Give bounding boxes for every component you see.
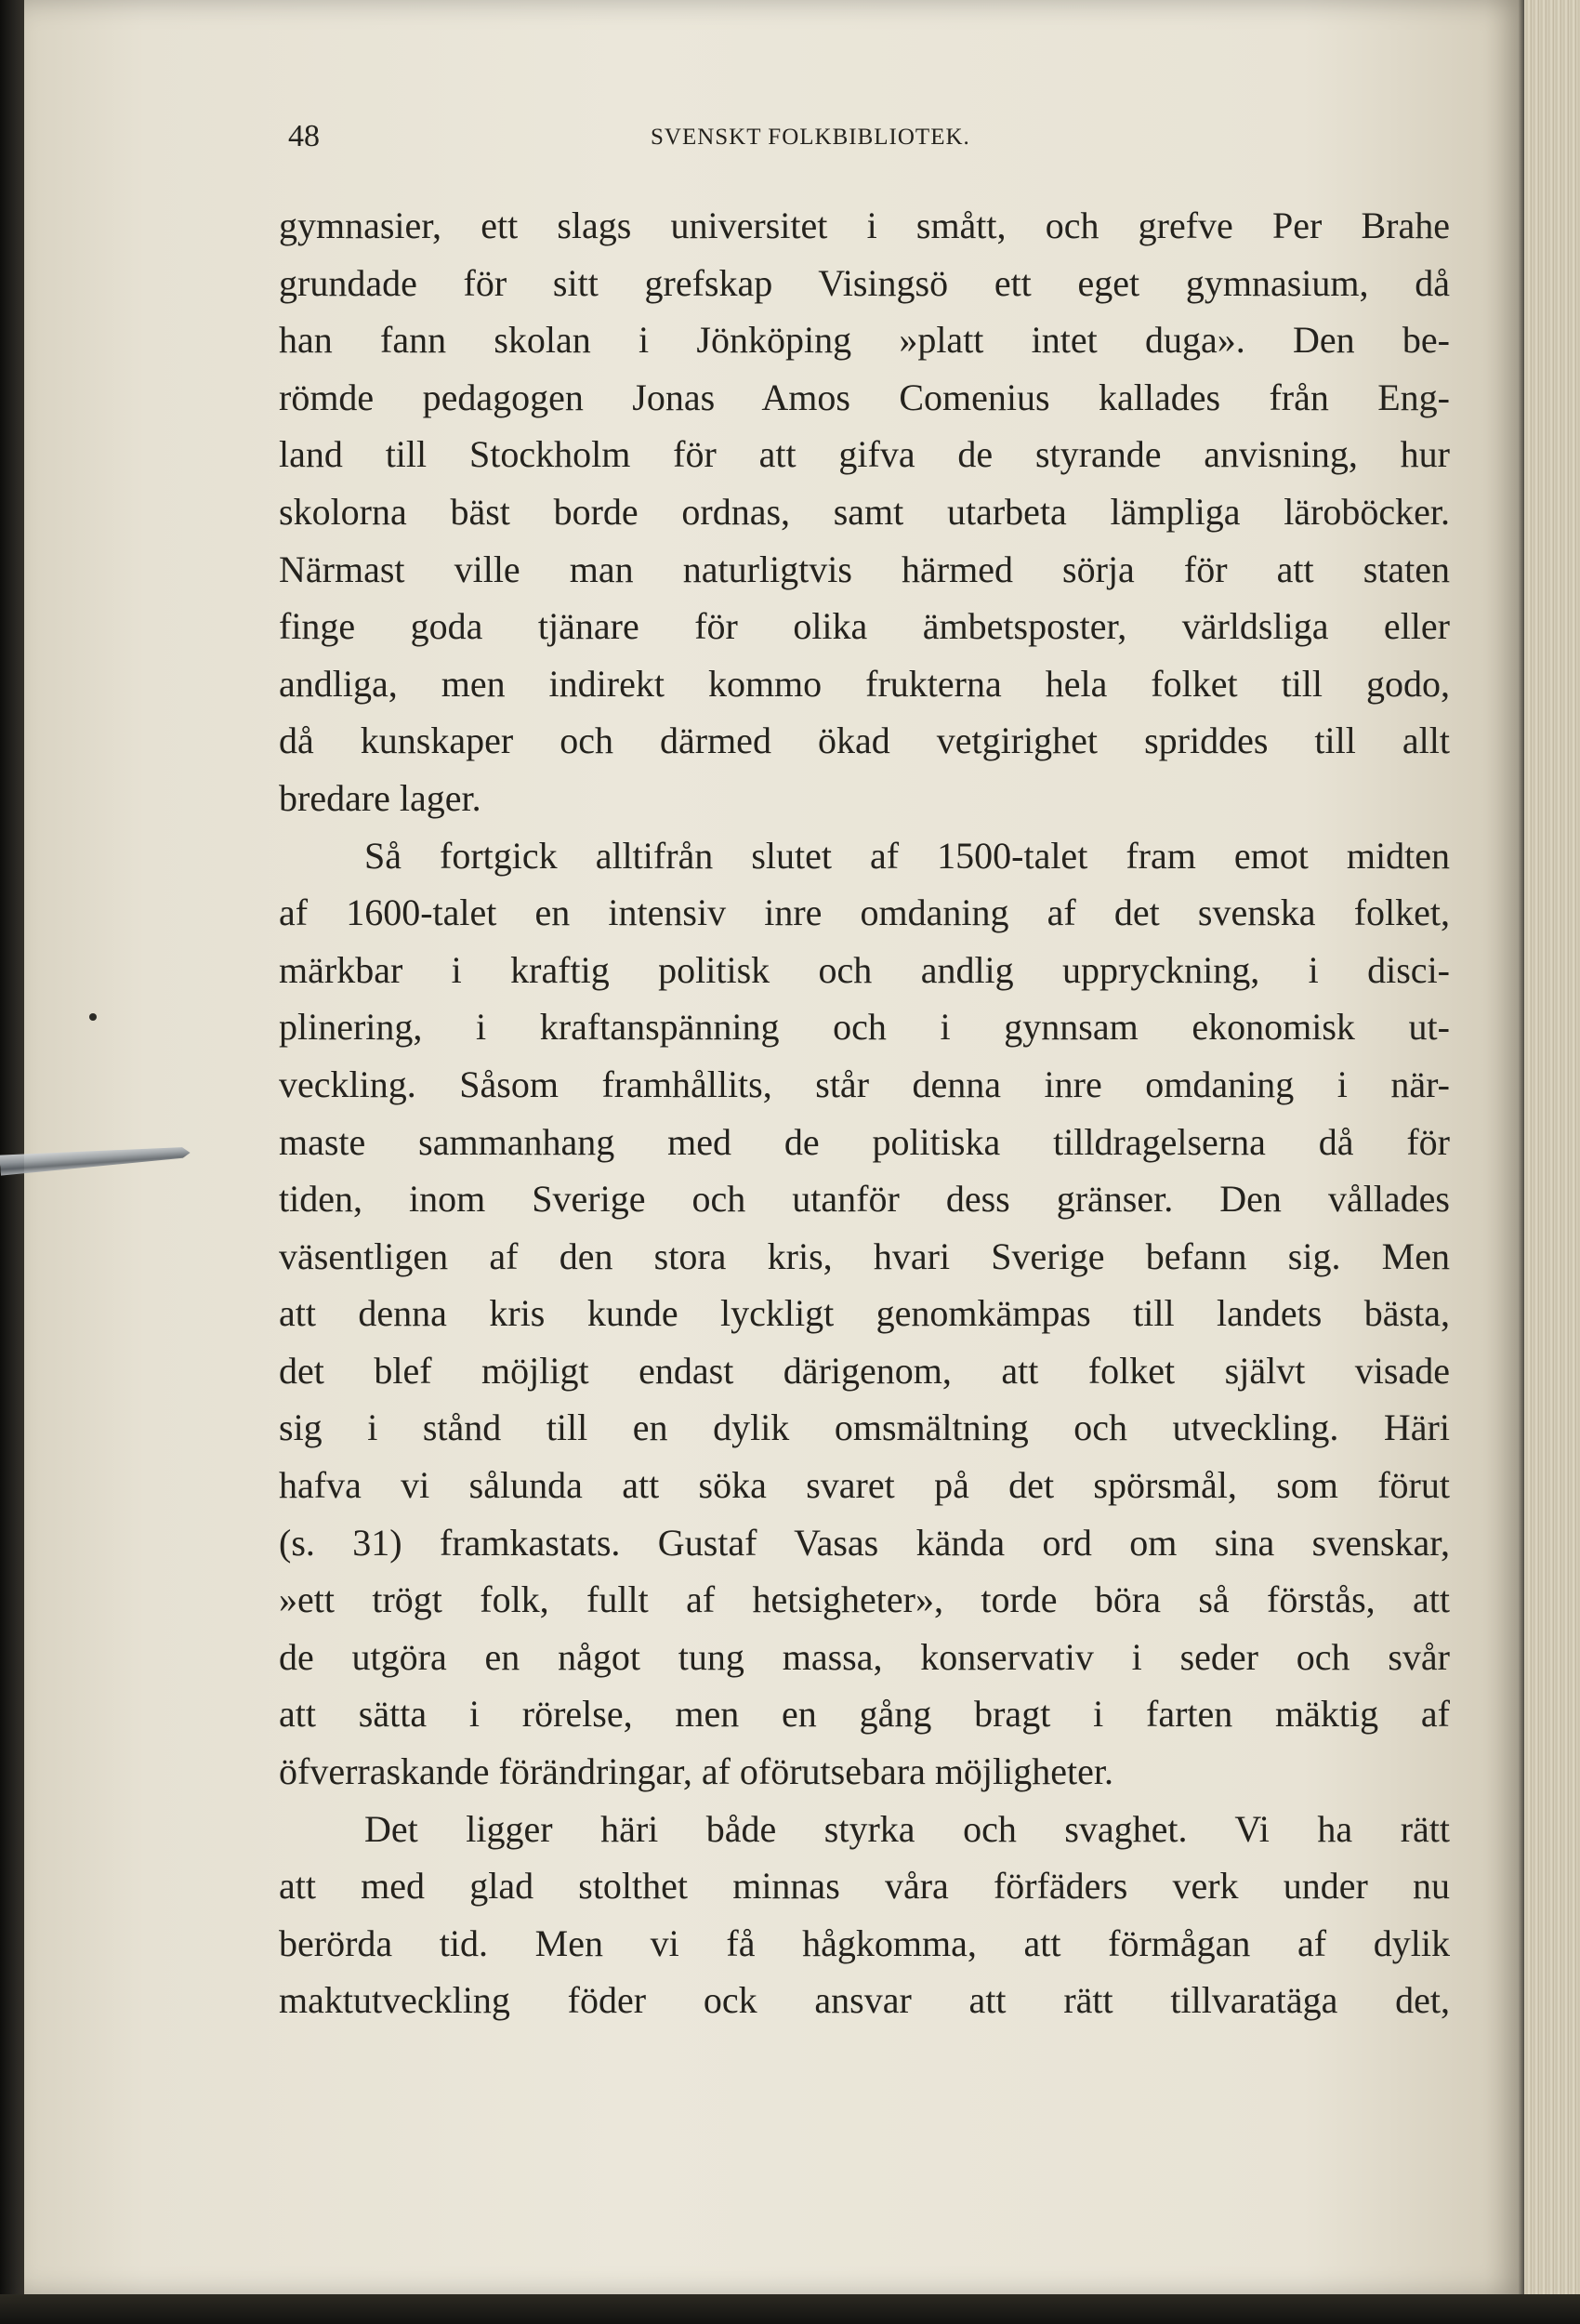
margin-mark xyxy=(89,1013,97,1021)
paragraph-1 xyxy=(279,197,1450,827)
text-line: Närmast ville man naturligtvis härmed sörja för att staten xyxy=(279,548,1450,590)
text-line: skolorna bäst borde ordnas, samt utarbeta lämpliga läroböcker. xyxy=(279,490,1450,533)
text-line: »ett trögt folk, fullt af hetsigheter», torde böra så förstås, att xyxy=(279,1578,1450,1621)
text-line: tiden, inom Sverige och utanför dess gränser. Den vållades xyxy=(279,1178,1450,1221)
text-line: de utgöra en något tung massa, konservativ i seder och svår xyxy=(279,1635,1450,1678)
text-line: öfverraskande förändringar, af oförutsebara möjligheter. xyxy=(279,1750,1114,1793)
paragraph-2 xyxy=(279,827,1450,1801)
page-header xyxy=(288,119,1422,160)
text-line: (s. 31) framkastats. Gustaf Vasas kända ord om sina svenskar, xyxy=(279,1521,1450,1564)
paragraph-3 xyxy=(279,1801,1450,2029)
text-line: af 1600-talet en intensiv inre omdaning af det svenska folket, xyxy=(279,891,1450,934)
body-text xyxy=(279,197,1450,2029)
text-line: andliga, men indirekt kommo frukterna hela folket till godo, xyxy=(279,662,1450,705)
text-line: märkbar i kraftig politisk och andlig uppryckning, i disci- xyxy=(279,948,1450,991)
text-line: Det ligger häri både styrka och svaghet. Vi ha rätt xyxy=(364,1807,1450,1850)
text-line: römde pedagogen Jonas Amos Comenius kallades från Eng- xyxy=(279,376,1450,418)
text-line: hafva vi sålunda att söka svaret på det spörsmål, som förut xyxy=(279,1464,1450,1507)
text-line: bredare lager. xyxy=(279,776,481,819)
text-line: att med glad stolthet minnas våra förfäders verk under nu xyxy=(279,1865,1450,1908)
text-line: han fann skolan i Jönköping »platt intet duga». Den be- xyxy=(279,319,1450,362)
text-line: plinering, i kraftanspänning och i gynnsam ekonomisk ut- xyxy=(279,1006,1450,1049)
text-line: maste sammanhang med de politiska tilldragelserna då för xyxy=(279,1120,1450,1163)
text-line: Så fortgick alltifrån slutet af 1500-talet fram emot midten xyxy=(364,834,1450,877)
page-stack-edge xyxy=(1524,0,1580,2324)
book-cover-bottom xyxy=(0,2294,1580,2324)
text-line: veckling. Såsom framhållits, står denna inre omdaning i när- xyxy=(279,1063,1450,1105)
text-line: gymnasier, ett slags universitet i smått, och grefve Per Brahe xyxy=(279,205,1450,246)
text-line: sig i stånd till en dylik omsmältning och utveckling. Häri xyxy=(279,1406,1450,1449)
text-line: finge goda tjänare för olika ämbetsposter, världsliga eller xyxy=(279,605,1450,648)
text-line: då kunskaper och därmed ökad vetgirighet spriddes till allt xyxy=(279,720,1450,762)
text-line: det blef möjligt endast därigenom, att folket självt visade xyxy=(279,1349,1450,1392)
text-line: berörda tid. Men vi få hågkomma, att förmågan af dylik xyxy=(279,1921,1450,1964)
page-number: 48 xyxy=(288,119,320,153)
text-line: maktutveckling föder ock ansvar att rätt tillvaratäga det, xyxy=(279,1979,1450,2022)
text-line: grundade för sitt grefskap Visingsö ett eget gymnasium, då xyxy=(279,261,1450,304)
text-line: land till Stockholm för att gifva de styrande anvisning, hur xyxy=(279,433,1450,476)
text-line: att denna kris kunde lyckligt genomkämpas till landets bästa, xyxy=(279,1292,1450,1335)
running-head: SVENSKT FOLKBIBLIOTEK. xyxy=(651,125,970,150)
text-line: väsentligen af den stora kris, hvari Sverige befann sig. Men xyxy=(279,1235,1450,1277)
text-line: att sätta i rörelse, men en gång bragt i farten mäktig af xyxy=(279,1693,1450,1736)
